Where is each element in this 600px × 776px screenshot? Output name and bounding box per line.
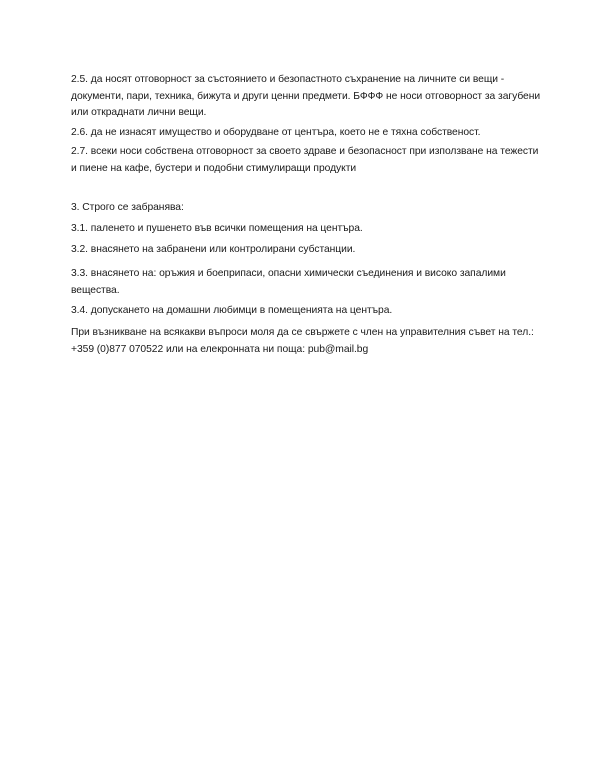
text-line: или откраднати лични вещи. <box>71 107 207 118</box>
paragraph-2-6 <box>71 125 541 142</box>
text-line: При възникване на всякакви въпроси моля да се свържете с член на управителния съвет на тел.: <box>71 327 534 338</box>
paragraph-2-7 <box>71 144 541 177</box>
paragraph-2-5 <box>71 72 541 122</box>
text-line: 2.5. да носят отговорност за състоянието и безопастното съхранение на личните си вещи - <box>71 74 505 85</box>
contact-details-line: +359 (0)877 070522 или на елекронната ни поща: pub@mail.bg <box>71 343 369 355</box>
text-line: документи, пари, техника, бижута и други ценни предмети. БФФФ не носи отговорност за загубени <box>71 90 541 102</box>
text-line: 3. Строго се забранява: <box>71 202 184 213</box>
text-line: 3.2. внасянето на забранени или контролирани субстанции. <box>71 244 356 255</box>
paragraph-3-1 <box>71 221 541 238</box>
text-line: и пиене на кафе, бустери и подобни стимулиращи продукти <box>71 162 357 174</box>
section-heading-3 <box>71 200 541 217</box>
text-line: 3.4. допускането на домашни любимци в помещенията на центъра. <box>71 305 393 316</box>
text-line: 3.1. паленето и пушенето във всички помещения на центъра. <box>71 223 363 234</box>
text-line: вещества. <box>71 284 120 296</box>
text-line: 3.3. внасянето на: оръжия и боеприпаси, опасни химически съединения и високо запалими <box>71 268 506 279</box>
text-line: 2.6. да не изнасят имущество и оборудване от центъра, което не е тяхна собственост. <box>71 127 481 138</box>
paragraph-3-2 <box>71 242 541 259</box>
contact-paragraph <box>71 325 541 358</box>
paragraph-3-4 <box>71 303 541 320</box>
paragraph-3-3 <box>71 266 541 299</box>
text-line: 2.7. всеки носи собствена отговорност за своето здраве и безопасност при използване на тежести <box>71 146 539 157</box>
